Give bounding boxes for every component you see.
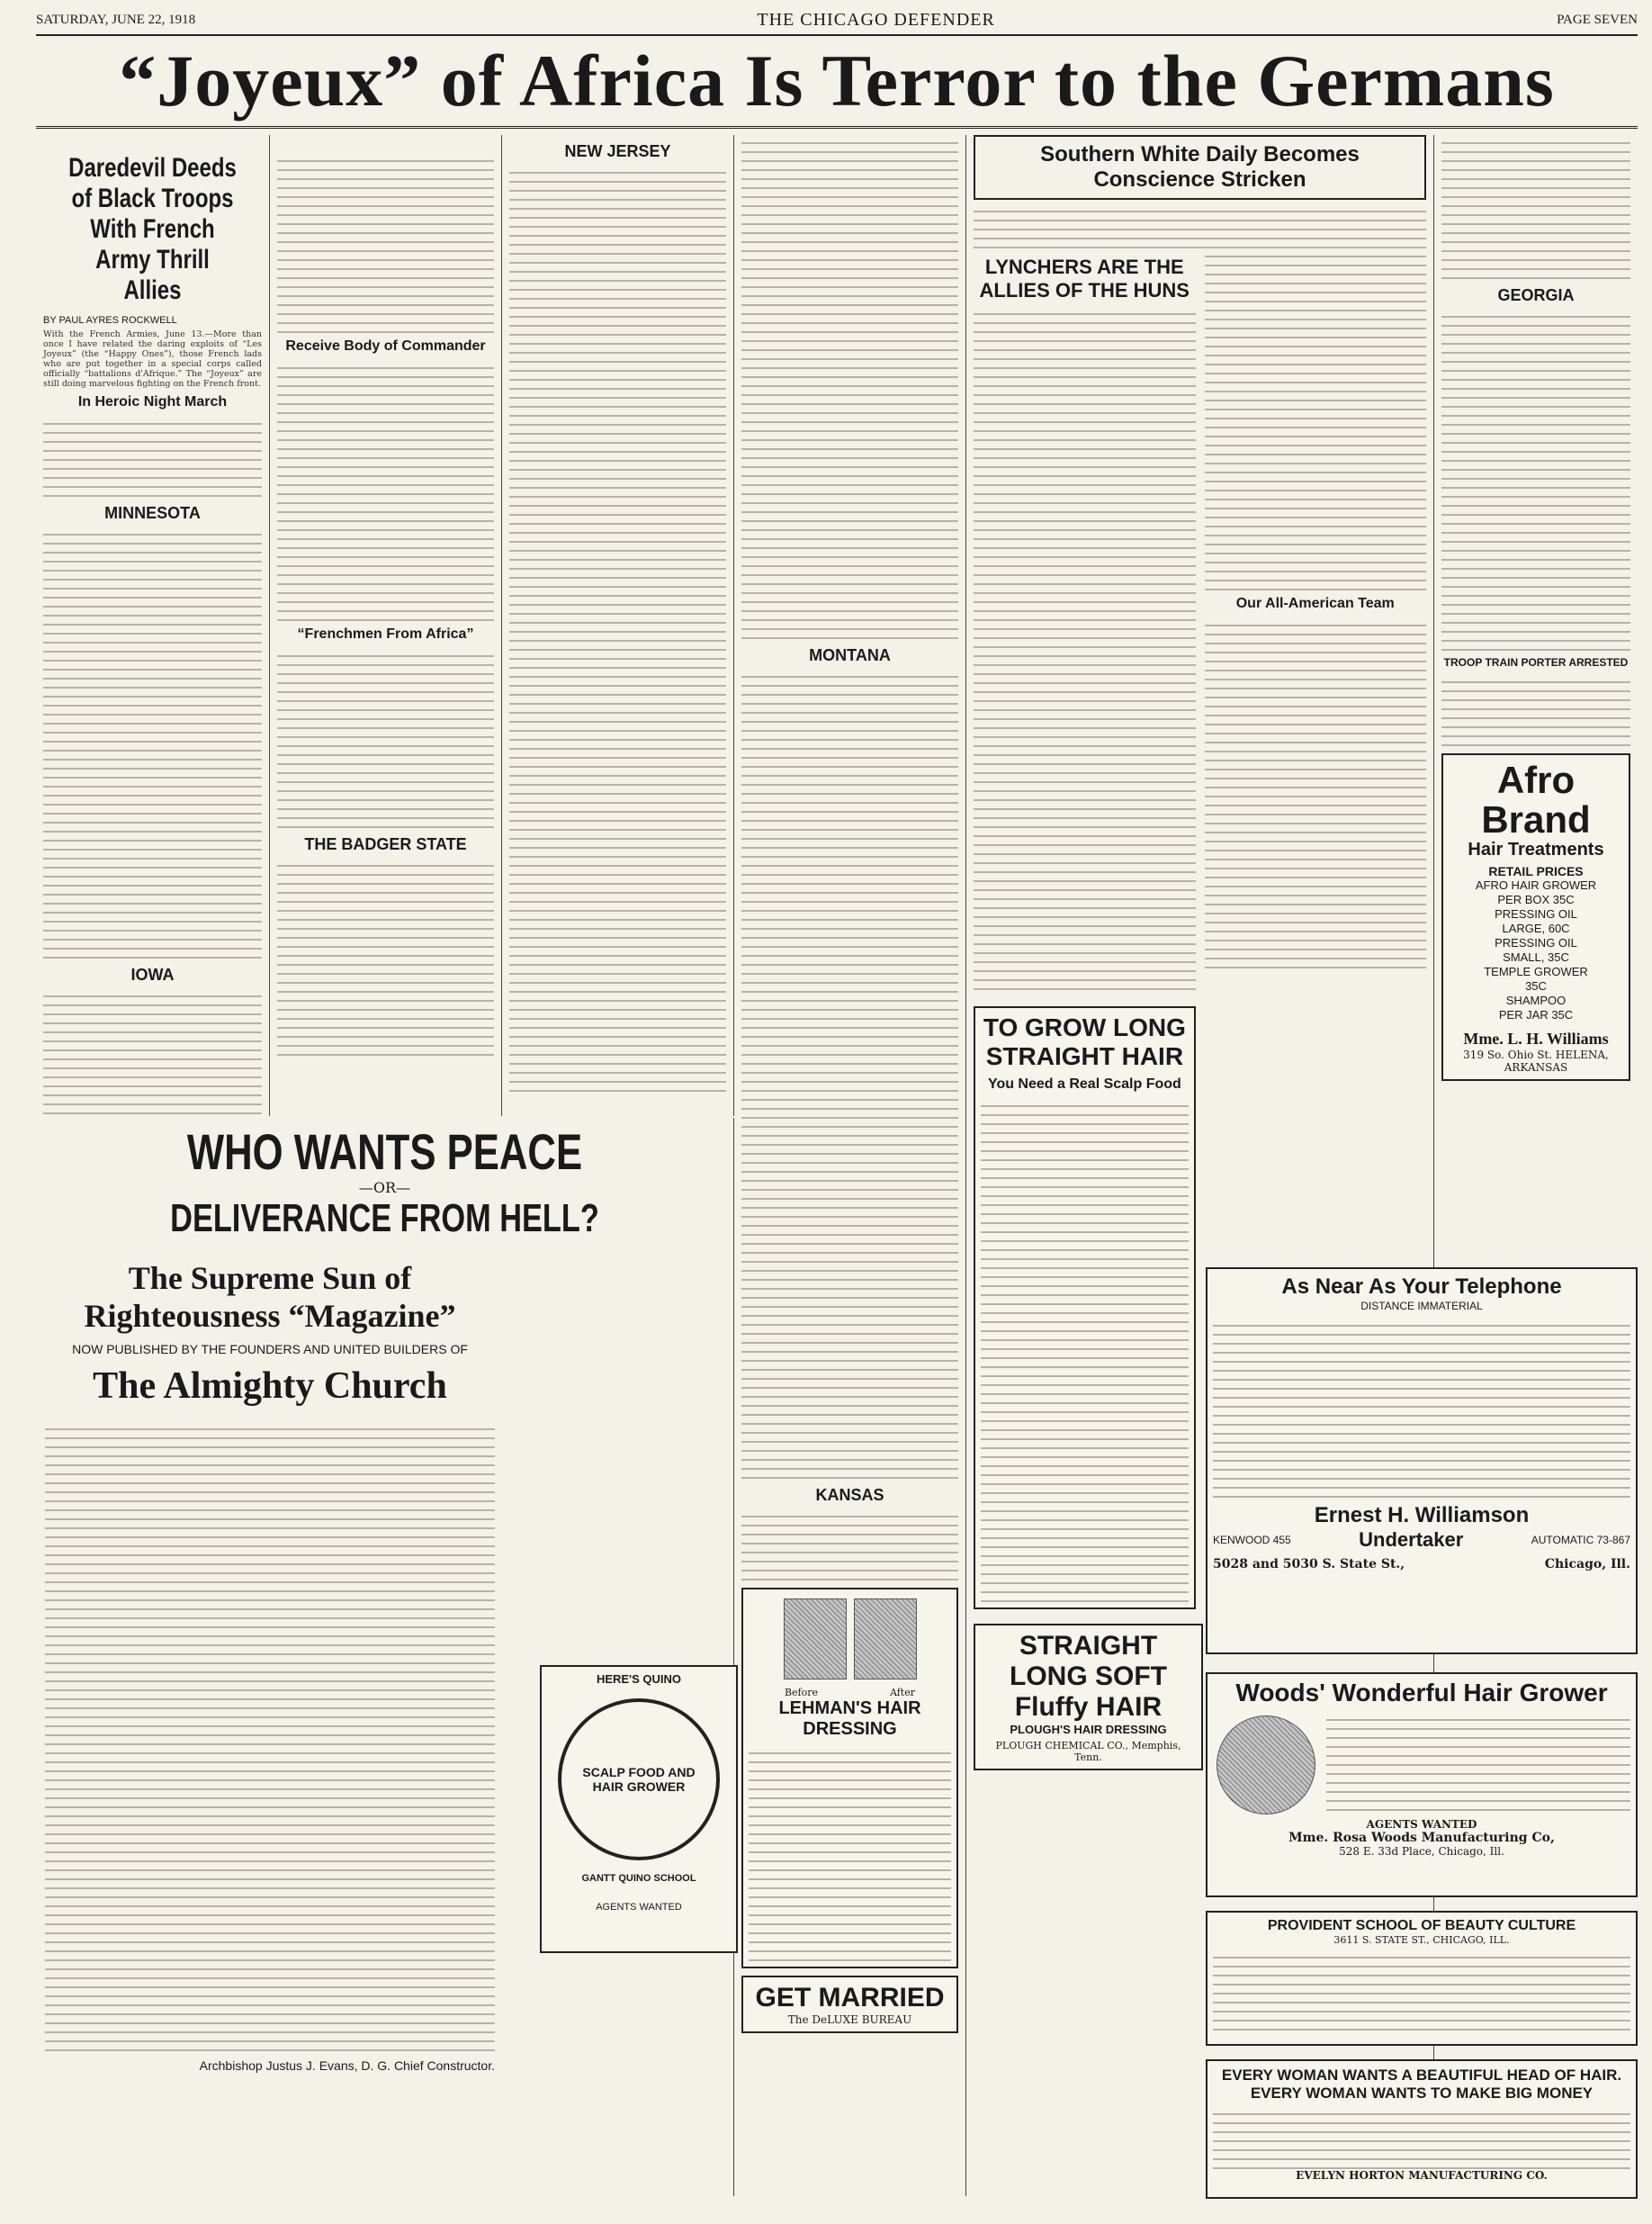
section-montana: MONTANA: [809, 646, 891, 664]
woods-ad: [1206, 1672, 1638, 1897]
undertaker-ad: [1206, 1267, 1638, 1654]
peace-ad-headline: WHO WANTS PEACE: [186, 1123, 583, 1180]
quino-ad: [540, 1665, 738, 1953]
afro-price-line: AFRO HAIR GROWER: [1475, 878, 1597, 892]
afro-price-line: PRESSING OIL: [1495, 907, 1577, 921]
woods-agents: AGENTS WANTED: [1366, 1818, 1477, 1831]
southern-text-3: [1205, 617, 1427, 968]
paper-name: THE CHICAGO DEFENDER: [757, 9, 995, 30]
married-bureau: The DeLUXE BUREAU: [787, 2013, 912, 2026]
column-text-6: [277, 648, 494, 828]
lehman-ad: [741, 1588, 958, 1968]
article-subhead-3: “Frenchmen From Africa”: [297, 626, 474, 642]
column-text-1: [43, 416, 262, 497]
lynchers-subhead: LYNCHERS ARE THE ALLIES OF THE HUNS: [979, 256, 1190, 302]
plough-maker: PLOUGH CHEMICAL CO., Memphis, Tenn.: [995, 1740, 1181, 1763]
quino-tin: [558, 1698, 720, 1860]
straight-hair-ad: [974, 1006, 1196, 1609]
woods-address: 528 E. 33d Place, Chicago, Ill.: [1339, 1845, 1504, 1858]
provident-body: [1213, 1949, 1630, 2030]
page-number: PAGE SEVEN: [1557, 12, 1638, 27]
column-4: [734, 135, 966, 2196]
phone-body: [1213, 1318, 1630, 1498]
column-text-10: [741, 669, 958, 1479]
quino-agents: AGENTS WANTED: [596, 1902, 682, 1913]
issue-date: SATURDAY, JUNE 22, 1918: [36, 12, 196, 27]
quino-heading: HERE'S QUINO: [596, 1672, 682, 1686]
phone-subhead: DISTANCE IMMATERIAL: [1360, 1300, 1483, 1312]
ad-body-text: [45, 1421, 495, 2051]
article-headline: Daredevil Deeds of Black Troops With French Army Thrill Allies: [68, 153, 237, 305]
section-minnesota: MINNESOTA: [104, 504, 201, 522]
column-text-3: [43, 988, 262, 1116]
column-text-11: [741, 1508, 958, 1580]
undertaker-city: Chicago, Ill.: [1544, 1557, 1630, 1571]
afro-price-line: PER BOX 35C: [1497, 893, 1575, 906]
afro-address: 319 So. Ohio St. HELENA, ARKANSAS: [1463, 1049, 1609, 1074]
woods-portrait: [1217, 1715, 1315, 1814]
straight-hair-body: [981, 1098, 1189, 1602]
plough-brand: PLOUGH'S HAIR DRESSING: [1010, 1723, 1167, 1736]
section-new-jersey: NEW JERSEY: [564, 142, 671, 160]
after-label: After: [889, 1687, 915, 1698]
column-text-14: [1441, 674, 1630, 746]
masthead: [36, 9, 1638, 36]
columns: [36, 135, 1638, 2196]
every-woman-body: [1213, 2106, 1630, 2169]
main-headline: “Joyeux” of Africa Is Terror to the Germans: [36, 36, 1638, 129]
afro-maker: Mme. L. H. Williams: [1463, 1030, 1609, 1048]
article-subhead-2: Receive Body of Commander: [285, 338, 486, 354]
southern-headline: Southern White Daily Becomes Conscience Stricken: [974, 135, 1426, 200]
scalp-food-subhead: You Need a Real Scalp Food: [987, 1076, 1181, 1092]
article-lede: With the French Armies, June 13.—More than once I have related the daring exploits of “Les Joyeux” (the “Happy Ones”), those French lads who are put together in a special corps called officially “battalions d'Afrique.” The “Joyeux” are still doing marvelous fighting on the French front.: [43, 329, 262, 389]
undertaker-role: Undertaker: [1359, 1528, 1464, 1551]
magazine-title: The Supreme Sun of Righteousness “Magazine”: [84, 1260, 456, 1334]
article-subhead: In Heroic Night March: [77, 394, 228, 410]
southern-intro: [974, 203, 1426, 248]
afro-price-line: SMALL, 35C: [1503, 950, 1569, 964]
published-by: NOW PUBLISHED BY THE FOUNDERS AND UNITED BUILDERS OF: [72, 1342, 468, 1356]
afro-price-line: TEMPLE GROWER: [1484, 965, 1588, 978]
column-text-4: [277, 153, 494, 333]
undertaker-name: Ernest H. Williamson: [1314, 1503, 1530, 1527]
section-kansas: KANSAS: [815, 1486, 884, 1504]
afro-price-line: PER JAR 35C: [1498, 1008, 1574, 1022]
before-label: Before: [784, 1687, 819, 1698]
column-text-5: [277, 360, 494, 621]
column-text-2: [43, 527, 262, 959]
peace-magazine-ad: [36, 1118, 734, 2196]
column-text-7: [277, 858, 494, 1056]
plough-headline: STRAIGHT LONG SOFT Fluffy HAIR: [1010, 1631, 1167, 1722]
column-text-12: [1441, 135, 1630, 279]
after-portrait: [854, 1598, 917, 1679]
troop-train-subhead: TROOP TRAIN PORTER ARRESTED: [1443, 656, 1629, 669]
provident-title: PROVIDENT SCHOOL OF BEAUTY CULTURE: [1267, 1918, 1576, 1933]
section-iowa: IOWA: [130, 966, 175, 984]
woods-headline: Woods' Wonderful Hair Grower: [1235, 1679, 1608, 1706]
provident-ad: [1206, 1911, 1638, 2046]
afro-title: Afro Brand: [1481, 759, 1591, 841]
column-text-13: [1441, 309, 1630, 651]
southern-text-1: [974, 306, 1196, 990]
peace-ad-subheadline: DELIVERANCE FROM HELL?: [170, 1196, 599, 1240]
afro-price-list: [1449, 878, 1623, 1022]
kenwood-phone: KENWOOD 455: [1213, 1534, 1291, 1546]
archbishop-signature: Archbishop Justus J. Evans, D. G. Chief Constructor.: [199, 2058, 495, 2073]
married-ad: [741, 1976, 958, 2033]
lehman-body: [749, 1745, 951, 1961]
straight-hair-headline: TO GROW LONG STRAIGHT HAIR: [983, 1013, 1186, 1070]
all-american-subhead: Our All-American Team: [1235, 596, 1395, 611]
woods-maker: Mme. Rosa Woods Manufacturing Co,: [1288, 1831, 1555, 1845]
afro-price-line: LARGE, 60C: [1502, 922, 1570, 935]
newspaper-page: [36, 9, 1638, 2205]
lehman-title: LEHMAN'S HAIR DRESSING: [778, 1698, 921, 1739]
column-3: [502, 135, 734, 1116]
phone-headline: As Near As Your Telephone: [1281, 1274, 1562, 1299]
automatic-phone: AUTOMATIC 73-867: [1531, 1534, 1630, 1546]
woods-body: [1326, 1712, 1630, 1811]
married-title: GET MARRIED: [755, 1983, 945, 2012]
column-2: [270, 135, 502, 1116]
column-text-8: [509, 165, 726, 1092]
every-woman-headline: EVERY WOMAN WANTS A BEAUTIFUL HEAD OF HAIR. EVERY WOMAN WANTS TO MAKE BIG MONEY: [1221, 2066, 1622, 2102]
provident-address: 3611 S. STATE ST., CHICAGO, ILL.: [1333, 1934, 1510, 1946]
section-georgia: GEORGIA: [1497, 286, 1575, 304]
afro-price-line: 35C: [1525, 979, 1547, 993]
church-name: The Almighty Church: [93, 1365, 447, 1407]
section-badger-state: THE BADGER STATE: [304, 835, 467, 853]
quino-maker: GANTT QUINO SCHOOL: [581, 1873, 696, 1884]
afro-brand-ad: [1441, 753, 1630, 1081]
southern-text-2: [1205, 248, 1427, 590]
quino-label: SCALP FOOD AND HAIR GROWER: [582, 1765, 696, 1794]
byline: BY PAUL AYRES ROCKWELL: [43, 315, 177, 326]
every-woman-maker: EVELYN HORTON MANUFACTURING CO.: [1296, 2169, 1548, 2182]
afro-price-line: SHAMPOO: [1505, 994, 1567, 1007]
column-1: [36, 135, 270, 1116]
plough-ad: [974, 1624, 1203, 1770]
afro-prices: RETAIL PRICES: [1488, 864, 1584, 878]
peace-ad-or: —OR—: [358, 1179, 411, 1196]
afro-price-line: PRESSING OIL: [1495, 936, 1577, 950]
column-text-9: [741, 135, 958, 639]
undertaker-address: 5028 and 5030 S. State St.,: [1213, 1557, 1405, 1571]
afro-subtitle: Hair Treatments: [1468, 840, 1604, 860]
before-portrait: [784, 1598, 847, 1679]
every-woman-ad: [1206, 2059, 1638, 2199]
